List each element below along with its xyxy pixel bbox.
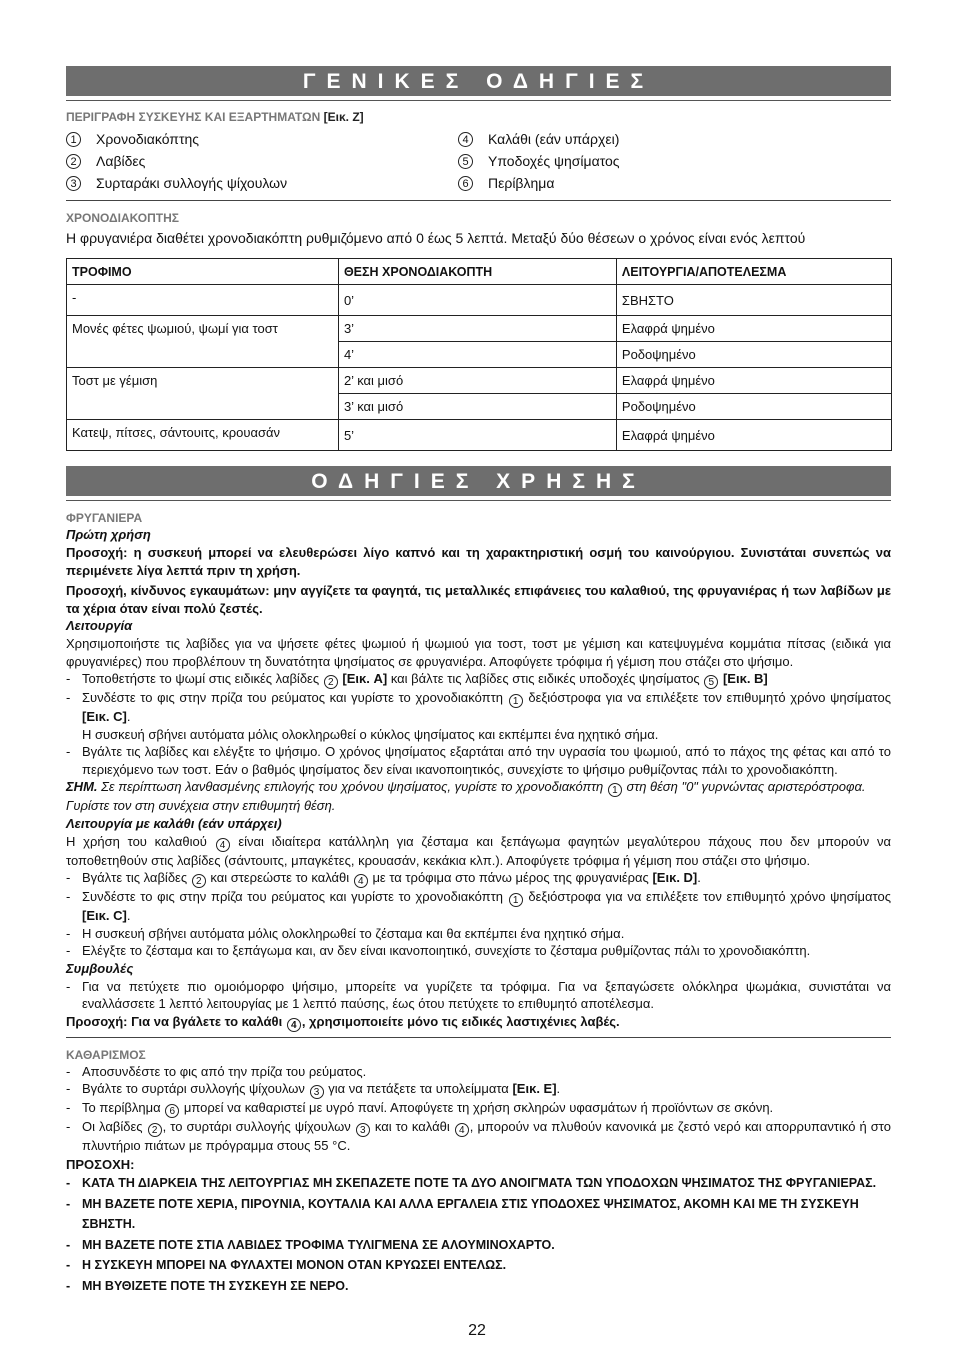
toaster-heading: ΦΡΥΓΑΝΙΕΡΑ [66,511,143,525]
table-cell: 3’ [338,316,616,342]
list-item: - Τοποθετήστε το ψωμί στις ειδικές λαβίδες 2 [Εικ. A] και βάλτε τις λαβίδες στις ειδικές υποδοχές ψησίματος 5 [Εικ. B] [66,671,768,688]
table-cell: Ροδοψημένο [616,342,891,368]
table-row [67,368,892,394]
divider [66,200,891,201]
warning-item: - ΜΗ ΒΑΖΕΤΕ ΠΟΤΕ ΧΕΡΙΑ, ΠΙΡΟΥΝΙΑ, ΚΟΥΤΑΛΙΑ ΚΑΙ ΑΛΛΑ ΕΡΓΑΛΕΙΑ ΣΤΙΣ ΥΠΟΔΟΧΕΣ ΨΗΣΙΜΑΤΟΣ, ΑΚΟΜΗ ΚΑΙ ΜΕ ΤΗ ΣΥΣΚΕΥΗ ΣΒΗΣΤΗ. [66,1196,859,1231]
table-header: ΛΕΙΤΟΥΡΓΙΑ/ΑΠΟΤΕΛΕΣΜΑ [616,259,891,285]
list-item: - Συνδέστε το φις στην πρίζα του ρεύματος και γυρίστε το χρονοδιακόπτη 1 δεξιόστροφα για να επιλέξετε τον επιθυμητό χρόνο ψησίματος [Εικ. C]. Η συσκευή σβήνει αυτόματα μόλις ολοκληρωθεί ο κύκλος ψησίματος και εκπέμπει ένα ηχητικό σήμα. [66,690,891,742]
list-item: - Βγάλτε το συρτάρι συλλογής ψίχουλων 3 για να πετάξετε τα υπολείμματα [Εικ. E]. [66,1081,561,1098]
table-cell: Κατεψ, πίτσες, σάντουιτς, κρουασάν [67,420,339,451]
list-item: - Βγάλτε τις λαβίδες 2 και στερεώστε το καλάθι 4 με τα τρόφιμα στο πάνω μέρος της φρυγανιέρας [Εικ. D]. [66,870,701,887]
warning-burn: Προσοχή, κίνδυνος εγκαυμάτων: μην αγγίζετε τα φαγητά, τις μεταλλικές επιφάνειες του καλαθιού, της φρυγανιέρας ή των λαβίδων με τα χέρια όταν είναι πολύ ζεστές. [66,583,891,616]
ref-number: 2 [192,874,206,888]
warning-item: - ΜΗ ΒΥΘΙΖΕΤΕ ΠΟΤΕ ΤΗ ΣΥΣΚΕΥΗ ΣΕ ΝΕΡΟ. [66,1278,349,1293]
part-label: Λαβίδες [96,153,146,169]
ref-number: 2 [324,675,338,689]
ref-number: 3 [356,1123,370,1137]
table-header-row [67,259,892,285]
ref-number: 3 [310,1085,324,1099]
table-cell: Ελαφρά ψημένο [616,420,891,451]
table-row [67,316,892,342]
list-item: - Το περίβλημα 6 μπορεί να καθαριστεί με υγρό πανί. Αποφύγετε τη χρήση σκληρών υφασμάτων ή προϊόντων σε σκόνη. [66,1100,774,1117]
ref-number: 4 [216,838,230,852]
part-label: Υποδοχές ψησίματος [488,153,620,169]
table-cell: 5’ [338,420,616,451]
basket-intro: Η χρήση του καλαθιού 4 είναι ιδιαίτερα κατάλληλη για ζέσταμα και ξεπάγωμα φαγητών μεγαλύτερου πάχους που δεν μπορούν να τοποθετηθούν στις λαβίδες (σάντουιτς, μπαγκέτες, κρουασάν, κεκάκια κλπ.). Αποφύγετε τρόφιμα ή γέμιση που στάζει στο ψήσιμο. [66,833,891,868]
list-item: - Συνδέστε το φις στην πρίζα του ρεύματος και γυρίστε το χρονοδιακόπτη 1 δεξιόστροφα για να επιλέξετε τον επιθυμητό χρόνο ψησίματος [Εικ. C]. [66,889,891,923]
safety-warnings [66,1173,891,1296]
timer-text: Η φρυγανιέρα διαθέτει χρονοδιακόπτη ρυθμιζόμενο από 0 έως 5 λεπτά. Μεταξύ δύο θέσεων ο χρόνος είναι ενός λεπτού [66,230,806,246]
table-cell: ΣΒΗΣΤΟ [616,285,891,316]
list-item: - Η συσκευή σβήνει αυτόματα μόλις ολοκληρωθεί το ζέσταμα και θα εκπέμπει ένα ηχητικό σήμα. [66,925,625,941]
part-item [66,128,458,150]
operation-title: Λειτουργία [66,618,133,633]
part-number: 4 [458,132,473,147]
desc-heading: ΠΕΡΙΓΡΑΦΗ ΣΥΣΚΕΥΗΣ ΚΑΙ ΕΞΑΡΤΗΜΑΤΩΝ [Εικ. Z] [66,110,364,124]
ref-number: 4 [287,1018,301,1032]
part-item [458,150,891,172]
list-item: - Βγάλτε τις λαβίδες και ελέγξτε το ψήσιμο. Ο χρόνος ψησίματος εξαρτάται από την υγρασία του ψωμιού, από το πάχος της φέτας και από το περιεχόμενο των τοστ. Εάν ο βαθμός ψησίματος δεν είναι ικανοποιητικός, συνεχίστε το ψήσιμο ρυθμίζοντας πάλι το χρονοδιακόπτη. [66,744,891,777]
basket-warning: Προσοχή: Για να βγάλετε το καλάθι 4 , χρησιμοποιείτε μόνο τις ειδικές λαστιχένιες λαβές. [66,1013,620,1031]
warning-smoke: Προσοχή: η συσκευή μπορεί να ελευθερώσει λίγο καπνό και τη χαρακτηριστική οσμή του καινούργιου. Συνιστάται συνεπώς να περιμένετε λίγα λεπτά πριν τη χρήση. [66,545,891,578]
part-item [66,172,458,194]
table-cell: 4’ [338,342,616,368]
page-number: 22 [468,1322,486,1339]
divider [66,500,891,501]
table-row [67,285,892,316]
ref-number: 5 [704,675,718,689]
table-cell: Μονές φέτες ψωμιού, ψωμί για τοστ [67,316,339,368]
ref-number: 6 [165,1104,179,1118]
attention-label: ΠΡΟΣΟΧΗ: [66,1156,135,1172]
parts-left [66,128,458,194]
part-label: Περίβλημα [488,175,555,191]
general-banner: ΓΕΝΙΚΕΣ ΟΔΗΓΙΕΣ [66,66,891,96]
warning-item: - ΚΑΤΑ ΤΗ ΔΙΑΡΚΕΙΑ ΤΗΣ ΛΕΙΤΟΥΡΓΙΑΣ ΜΗ ΣΚΕΠΑΖΕΤΕ ΠΟΤΕ ΤΑ ΔΥΟ ΑΝΟΙΓΜΑΤΑ ΤΩΝ ΥΠΟΔΟΧΩΝ ΨΗΣΙΜΑΤΟΣ ΤΗΣ ΦΡΥΓΑΝΙΕΡΑΣ. [66,1176,877,1190]
first-use-title: Πρώτη χρήση [66,527,151,542]
part-number: 3 [66,176,81,191]
list-item: - Για να πετύχετε πιο ομοιόμορφο ψήσιμο, μπορείτε να γυρίζετε τα τρόφιμα. Για να ξεπαγώσετε ολόκληρα ψωμάκια, συνιστάται να εναλλάσσετε 1 λεπτό λειτουργίας με 1 λεπτό παύσης, έως ότου πετύχετε το επιθυμητό αποτέλεσμα. [66,978,891,1011]
table-cell: 2’ και μισό [338,368,616,394]
ref-number: 4 [455,1123,469,1137]
part-label: Καλάθι (εάν υπάρχει) [488,131,620,147]
parts-list [66,128,891,194]
divider [66,100,891,101]
basket-title: Λειτουργία με καλάθι (εάν υπάρχει) [66,815,282,831]
note: ΣΗΜ. Σε περίπτωση λανθασμένης επιλογής του χρόνου ψησίματος, γυρίστε το χρονοδιακόπτη 1 στη θέση "0" γυρνώντας αριστερόστροφα. Γυρίστε τον στη συνέχεια στην επιθυμητή θέση. [66,779,866,813]
ref-number: 1 [509,893,523,907]
table-row [67,420,892,451]
table-header: ΤΡΟΦΙΜΟ [67,259,339,285]
table-cell: 0’ [338,285,616,316]
cleaning-heading: ΚΑΘΑΡΙΣΜΟΣ [66,1047,146,1062]
list-item: - Ελέγξτε το ζέσταμα και το ξεπάγωμα και, αν δεν είναι ικανοποιητικό, συνεχίστε το ζέσταμα ρυθμίζοντας πάλι το χρονοδιακόπτη. [66,943,811,958]
operation-intro: Χρησιμοποιήστε τις λαβίδες για να ψήσετε φέτες ψωμιού ή ψωμιού για τοστ, τοστ με γέμιση και κατεψυγμένα κομμάτια πίτσας (ειδικά για φρυγανιέρες) που προβλέπουν τη δυνατότητα ψησίματος σε φρυγανιέρα. Αποφύγετε τρόφιμα ή γέμιση που στάζει στο ψήσιμο. [66,636,891,669]
manual-page [66,66,891,1296]
part-number: 1 [66,132,81,147]
table-cell: Ελαφρά ψημένο [616,316,891,342]
table-cell: 3’ και μισό [338,394,616,420]
ref-number: 1 [608,783,622,797]
table-cell: Ελαφρά ψημένο [616,368,891,394]
list-item: - Αποσυνδέστε το φις από την πρίζα του ρεύματος. [66,1063,367,1079]
ref-number: 1 [509,694,523,708]
part-number: 6 [458,176,473,191]
timer-heading: ΧΡΟΝΟΔΙΑΚΟΠΤΗΣ [66,211,179,225]
part-item [458,172,891,194]
ref-number: 2 [148,1123,162,1137]
warning-item: - ΜΗ ΒΑΖΕΤΕ ΠΟΤΕ ΣΤΙΑ ΛΑΒΙΔΕΣ ΤΡΟΦΙΜΑ ΤΥΛΙΓΜΕΝΑ ΣΕ ΑΛΟΥΜΙΝΟΧΑΡΤΟ. [66,1237,555,1252]
part-number: 5 [458,154,473,169]
divider [66,1037,891,1038]
ref-number: 4 [354,874,368,888]
timer-table [66,258,892,451]
tips-title: Συμβουλές [66,960,134,976]
part-number: 2 [66,154,81,169]
parts-right [458,128,891,194]
table-header: ΘΕΣΗ ΧΡΟΝΟΔΙΑΚΟΠΤΗ [338,259,616,285]
part-label: Συρταράκι συλλογής ψίχουλων [96,175,288,191]
table-cell: Ροδοψημένο [616,394,891,420]
list-item: - Οι λαβίδες 2 , το συρτάρι συλλογής ψίχουλων 3 και το καλάθι 4 , μπορούν να πλυθούν κανονικά με ζεστό νερό και απορρυπαντικό ή στο πλυντήριο πιάτων με πρόγραμμα στους 55 °C. [66,1119,891,1153]
part-item [458,128,891,150]
table-cell: - [67,285,339,316]
table-cell: Τοστ με γέμιση [67,368,339,420]
part-label: Χρονοδιακόπτης [96,131,200,147]
warning-item: - Η ΣΥΣΚΕΥΗ ΜΠΟΡΕΙ ΝΑ ΦΥΛΑΧΤΕΙ ΜΟΝΟΝ ΟΤΑΝ ΚΡΥΩΣΕΙ ΕΝΤΕΛΩΣ. [66,1258,507,1272]
usage-banner: ΟΔΗΓΙΕΣ ΧΡΗΣΗΣ [66,466,891,496]
part-item [66,150,458,172]
